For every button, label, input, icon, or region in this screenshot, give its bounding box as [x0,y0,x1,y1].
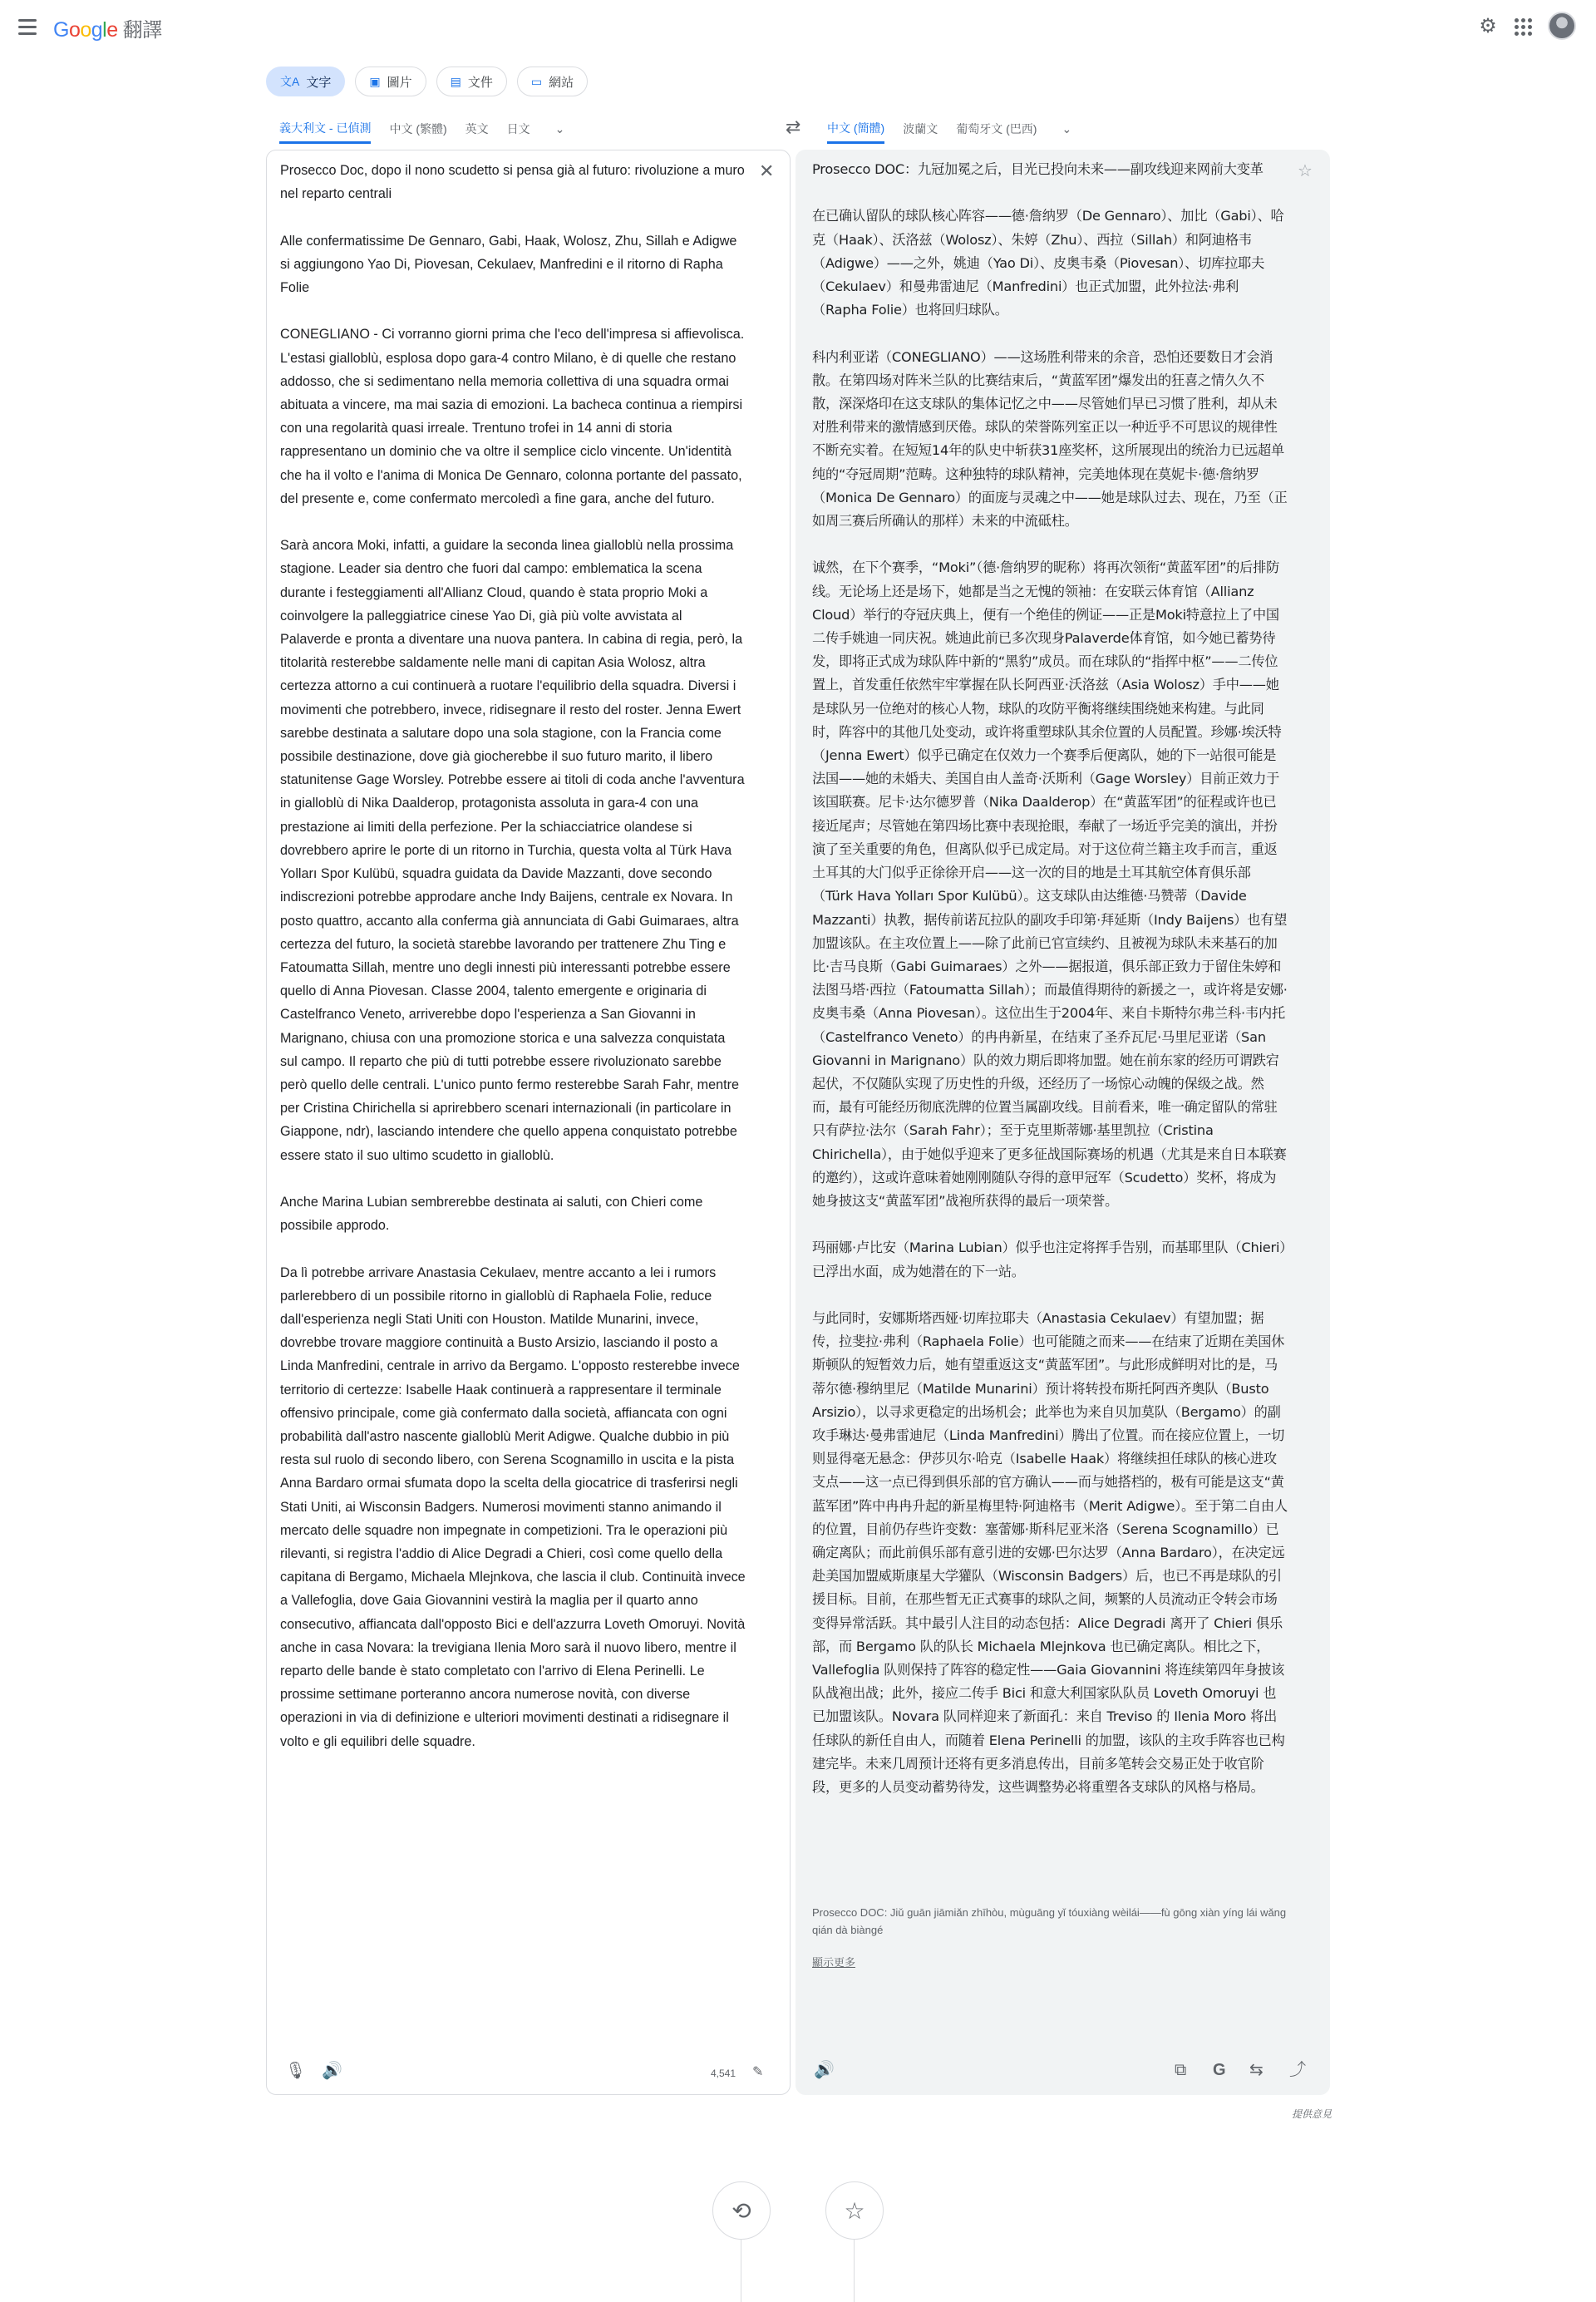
tab-documents[interactable]: ▤ 文件 [436,67,507,96]
target-lang-polish[interactable]: 波蘭文 [903,122,938,136]
translated-text: Prosecco DOC：九冠加冕之后，目光已投向未来——副攻线迎来网前大变革 在已确认留队的球队核心阵容——德·詹纳罗（De Gennaro）、加比（Gabi）、哈克（Haak）、沃洛兹（Wolosz）、朱婷（Zhu）、西拉（Sillah）和阿迪格韦（Adigwe）——之外，姚迪（Yao Di）、皮奥韦桑（Piovesan）、切库拉耶夫（Cekulaev）和曼弗雷迪尼（Manfredini）也正式加盟，此外拉法·弗利（Rapha Folie）也将回归球队。 科内利亚诺（CONEGLIANO）——这场胜利带来的余音，恐怕还要数日才会消散。在第四场对阵米兰队的比赛结束后，“黄蓝军团”爆发出的狂喜之情久久不散，深深烙印在这支球队的集体记忆之中——尽管她们早已习惯了胜利，却从未对胜利带来的激情感到厌倦。球队的荣誉陈列室正以一种近乎不可思议的规律性不断充实着。在短短14年的队史中斩获31座奖杯，这所展现出的统治力已远超单纯的“夺冠周期”范畴。这种独特的球队精神，完美地体现在莫妮卡·德·詹纳罗（Monica De Gennaro）的面庞与灵魂之中——她是球队过去、现在，乃至（正如周三赛后所确认的那样）未来的中流砥柱。 诚然，在下个赛季，“Moki”（德·詹纳罗的昵称）将再次领衔“黄蓝军团”的后排防线。无论场上还是场下，她都是当之无愧的领袖：在安联云体育馆（Allianz Cloud）举行的夺冠庆典上，便有一个绝佳的例证——正是Moki特意拉上了中国二传手姚迪一同庆祝。姚迪此前已多次现身Palaverde体育馆，如今她已蓄势待发，即将正式成为球队阵中新的“黑豹”成员。而在球队的“指挥中枢”——二传位置上，首发重任依然牢牢掌握在队长阿西亚·沃洛兹（Asia Wolosz）手中——她是球队另一位绝对的核心人物，球队的攻防平衡将继续围绕她来构建。与此同时，阵容中的其他几处变动，或许将重塑球队其余位置的人员配置。珍娜·埃沃特（Jenna Ewert）似乎已确定在仅效力一个赛季后便离队，她的下一站很可能是法国——她的未婚夫、美国自由人盖奇·沃斯利（Gage Worsley）目前正效力于该国联赛。尼卡·达尔德罗普（Nika Daalderop）在“黄蓝军团”的征程或许也已接近尾声；尽管她在第四场比赛中表现抢眼，奉献了一场近乎完美的演出，并扮演了至关重要的角色，但离队似乎已成定局。对于这位荷兰籍主攻手而言，重返土耳其的大门似乎正徐徐开启——这一次的目的地是土耳其航空体育俱乐部（Türk Hava Yolları Spor Kulübü）。这支球队由达维德·马赞蒂（Davide Mazzanti）执教，据传前诺瓦拉队的副攻手印第·拜延斯（Indy Baijens）也有望加盟该队。在主攻位置上——除了此前已官宣续约、且被视为球队未来基石的加比·吉马良斯（Gabi Guimaraes）之外——据报道，俱乐部正致力于留住朱婷和法图马塔·西拉（Fatoumatta Sillah）；而最值得期待的新援之一，或许将是安娜·皮奥韦桑（Anna Piovesan）。这位出生于2004年、来自卡斯特尔弗兰科·韦内托（Castelfranco Veneto）的冉冉新星，在结束了圣乔瓦尼·马里尼亚诺（San Giovanni in Marignano）队的效力期后即将加盟。她在前东家的经历可谓跌宕起伏，不仅随队实现了历史性的升级，还经历了一场惊心动魄的保级之战。然而，最有可能经历彻底洗牌的位置当属副攻线。目前看来，唯一确定留队的常驻只有萨拉·法尔（Sarah Fahr）；至于克里斯蒂娜·基里凯拉（Cristina Chirichella），由于她似乎迎来了更多征战国际赛场的机遇（尤其是来自日本联赛的邀约），这或许意味着她刚刚随队夺得的意甲冠军（Scudetto）奖杯，将成为她身披这支“黄蓝军团”战袍所获得的最后一项荣誉。 玛丽娜·卢比安（Marina Lubian）似乎也注定将挥手告别，而基耶里队（Chieri）已浮出水面，成为她潜在的下一站。 与此同时，安娜斯塔西娅·切库拉耶夫（Anastasia Cekulaev）有望加盟；据传，拉斐拉·弗利（Raphaela Folie）也可能随之而来——在结束了近期在美国休斯顿队的短暂效力后，她有望重返这支“黄蓝军团”。与此形成鲜明对比的是，马蒂尔德·穆纳里尼（Matilde Munarini）预计将转投布斯托阿西齐奥队（Busto Arsizio），以寻求更稳定的出场机会；此举也为来自贝加莫队（Bergamo）的副攻手琳达·曼弗雷迪尼（Linda Manfredini）腾出了位置。而在接应位置上，一切则显得毫无悬念：伊莎贝尔·哈克（Isabelle Haak）将继续担任球队的核心进攻支点——这一点已得到俱乐部的官方确认——而与她搭档的，极有可能是这支“黄蓝军团”阵中冉冉升起的新星梅里特·阿迪格韦（Merit Adigwe）。至于第二自由人的位置，目前仍存些许变数：塞蕾娜·斯科尼亚米洛（Serena Scognamillo）已确定离队；而此前俱乐部有意引进的安娜·巴尔达罗（Anna Bardaro），在决定远赴美国加盟威斯康星大学獾队（Wisconsin Badgers）后，也已不再是球队的引援目标。目前，在那些暂无正式赛事的球队之间，频繁的人员流动正令转会市场变得异常活跃。其中最引人注目的动态包括：Alice Degradi 离开了 Chieri 俱乐部，而 Bergamo 队的队长 Michaela Mlejnkova 也已确定离队。相比之下，Vallefoglia 队则保持了阵容的稳定性——Gaia Giovannini 将连续第四年身披该队战袍出战；此外，接应二传手 Bici 和意大利国家队队员 Loveth Omoruyi 也已加盟该队。Novara 队同样迎来了新面孔：来自 Treviso 的 Ilenia Moro 将出任球队的新任自由人，而随着 Elena Perinelli 的加盟，该队的主攻手阵容也已构建完毕。未来几周预计还将有更多消息传出，目前多笔转会交易正处于收官阶段，更多的人员变动蓄势待发，这些调整势必将重塑各支球队的风格与格局。 [812,161,1288,1796]
google-search-icon[interactable]: G [1213,2061,1226,2079]
tab-images[interactable]: ▣ 圖片 [355,67,426,96]
character-count: 4,541 [711,2068,736,2079]
chevron-down-icon[interactable]: ⌄ [554,121,565,136]
romanization-text: Prosecco DOC: Jiǔ guān jiāmiǎn zhīhòu, mùguāng yǐ tóuxiàng wèilái——fù gōng xiàn yíng lái wǎng qián dà biàngé [812,1906,1287,1936]
product-name: 翻譯 [122,19,162,42]
share-icon[interactable]: ⤴ [1289,2061,1306,2079]
gear-icon[interactable]: ⚙ [1479,15,1497,37]
tab-text[interactable]: 文A 文字 [266,67,345,96]
document-icon: ▤ [450,74,461,88]
star-icon[interactable]: ☆ [1298,162,1313,180]
translation-mode-tabs [266,67,588,96]
history-icon[interactable]: ⟲ [712,2181,771,2240]
source-panel [266,150,791,2095]
feedback-edit-icon[interactable]: ⇆ [1249,2061,1264,2079]
source-lang-english[interactable]: 英文 [465,122,489,136]
speaker-icon[interactable]: 🔊 [814,2061,835,2079]
swap-languages-icon[interactable]: ⇄ [786,116,801,137]
target-panel [796,150,1330,2095]
source-language-bar [279,115,564,143]
chevron-down-icon[interactable]: ⌄ [1062,121,1072,136]
logo-wordmark: Google [53,18,118,42]
send-feedback-link[interactable]: 提供意見 [1292,2108,1332,2120]
source-lang-chinese-traditional[interactable]: 中文 (繁體) [389,122,447,136]
menu-icon[interactable] [18,15,42,38]
target-lang-portuguese-brazil[interactable]: 葡萄牙文 (巴西) [956,122,1037,136]
microphone-icon[interactable]: 🎙 [285,2062,307,2080]
pencil-icon[interactable]: ✎ [752,2065,764,2079]
target-lang-chinese-simplified[interactable]: 中文 (簡體) [827,115,884,144]
image-icon: ▣ [369,74,381,88]
target-language-bar [827,115,1071,143]
google-translate-logo[interactable] [53,13,162,42]
copy-icon[interactable]: ⧉ [1175,2061,1187,2079]
source-lang-detected[interactable]: 義大利文 - 已偵測 [279,115,371,144]
tab-websites[interactable]: ▭ 網站 [517,67,588,96]
app-header [0,0,1596,53]
close-icon[interactable]: ✕ [759,160,775,181]
speaker-icon[interactable]: 🔊 [322,2062,342,2080]
saved-star-icon[interactable]: ☆ [825,2181,884,2240]
show-more-link[interactable]: 顯示更多 [812,1956,856,1969]
source-lang-japanese[interactable]: 日文 [506,122,530,136]
source-text-input[interactable]: Prosecco Doc, dopo il nono scudetto si pensa già al futuro: rivoluzione a muro nel reparto centrali Alle confermatissime De Gennaro, Gabi, Haak, Wolosz, Zhu, Sillah e Adigwe si aggiungono Yao Di, Piovesan, Cekulaev, Manfredini e il ritorno di Rapha Folie CONEGLIANO - Ci vorranno giorni prima che l'eco dell'impresa si affievolisca. L'estasi gialloblù, esplosa dopo gara-4 contro Milano, è di quelle che restano addosso, che si sedimentano nella memoria collettiva di una squadra ormai abituata a vincere, ma mai sazia di emozioni. La bacheca continua a riempirsi con una regolarità quasi irreale. Trentuno trofei in 14 anni di storia rappresentano un dominio che va oltre il semplice ciclo vincente. Un'identità che ha il volto e l'anima di Monica De Gennaro, colonna portante del passato, del presente e, come confermato mercoledì a fine gara, anche del futuro. Sarà ancora Moki, infatti, a guidare la seconda linea gialloblù nella prossima stagione. Leader sia dentro che fuori dal campo: emblematica la scena durante i festeggiamenti all'Allianz Cloud, quando è stata proprio Moki a coinvolgere la palleggiatrice cinese Yao Di, già più volte avvistata al Palaverde e pronta a diventare una nuova pantera. In cabina di regia, però, la titolarità resterebbe saldamente nelle mani di capitan Asia Wolosz, altra certezza attorno a cui continuerà a ruotare l'equilibrio della squadra. Diversi i movimenti che potrebbero, invece, ridisegnare il resto del roster. Jenna Ewert sarebbe destinata a salutare dopo una sola stagione, con la Francia come possibile destinazione, dove già giocherebbe il suo futuro marito, il libero statunitense Gage Worsley. Potrebbe essere ai titoli di coda anche l'avventura in gialloblù di Nika Daalderop, protagonista assoluta in gara-4 con una prestazione ai limiti della perfezione. Per la schiacciatrice olandese si dovrebbero aprire le porte di un ritorno in Turchia, questa volta al Türk Hava Yolları Spor Kulübü, squadra guidata da Davide Mazzanti, dove secondo indiscrezioni potrebbe approdare anche Indy Baijens, centrale ex Novara. In posto quattro, accanto alla conferma già annunciata di Gabi Guimaraes, altra certezza del futuro, la società starebbe lavorando per trattenere Zhu Ting e Fatoumatta Sillah, mentre uno degli innesti più interessanti potrebbe essere quello di Anna Piovesan. Classe 2004, talento emergente e originaria di Castelfranco Veneto, arriverebbe dopo l'esperienza a San Giovanni in Marignano, chiusa con una promozione storica e una salvezza conquistata sul campo. Il reparto che più di tutti potrebbe essere rivoluzionato sarebbe però quello delle centrali. L'unico punto fermo resterebbe Sarah Fahr, mentre per Cristina Chirichella si aprirebbero scenari internazionali (in particolare in Giappone, ndr), lasciando intendere che quello appena conquistato potrebbe essere stato il suo ultimo scudetto in gialloblù. Anche Marina Lubian sembrerebbe destinata ai saluti, con Chieri come possibile approdo. Da lì potrebbe arrivare Anastasia Cekulaev, mentre accanto a lei i rumors parlerebbero di un possibile ritorno in gialloblù di Raphaela Folie, reduce dall'esperienza negli Stati Uniti con Houston. Matilde Munarini, invece, dovrebbe trovare maggiore continuità a Busto Arsizio, lasciando il posto a Linda Manfredini, centrale in arrivo da Bergamo. L'opposto resterebbe invece territorio di certezze: Isabelle Haak continuerà a rappresentare il terminale offensivo principale, come già confermato dalla società, affiancata con ogni probabilità dall'astro nascente gialloblù Merit Adigwe. Qualche dubbio in più resta sul ruolo di secondo libero, con Serena Scognamillo in uscita e la pista Anna Bardaro ormai sfumata dopo la scelta della giocatrice di trasferirsi negli Stati Uniti, ai Wisconsin Badgers. Numerosi movimenti stanno animando il mercato delle squadre non impegnate in competizioni. Tra le operazioni più rilevanti, si registra l'addio di Alice Degradi a Chieri, così come quello della capitana di Bergamo, Michaela Mlejnkova, che lascia il club. Continuità invece a Vallefoglia, dove Gaia Giovannini vestirà la maglia per il quarto anno consecutivo, affiancata dall'opposto Bici e dell'azzurra Loveth Omoruyi. Novità anche in casa Novara: la trevigiana Ilenia Moro sarà il nuovo libero, mentre il reparto delle bande è stato completato con l'arrivo di Elena Perinelli. Le prossime settimane porteranno ancora numerose novità, con diverse operazioni in via di definizione e ulteriori movimenti destinati a ridisegnare il volto e gli equilibri delle squadre. [280,163,746,1749]
apps-grid-icon[interactable] [1511,15,1534,38]
translate-icon: 文A [280,75,300,88]
divider [854,2240,855,2302]
avatar[interactable] [1548,12,1576,40]
website-icon: ▭ [530,74,543,88]
